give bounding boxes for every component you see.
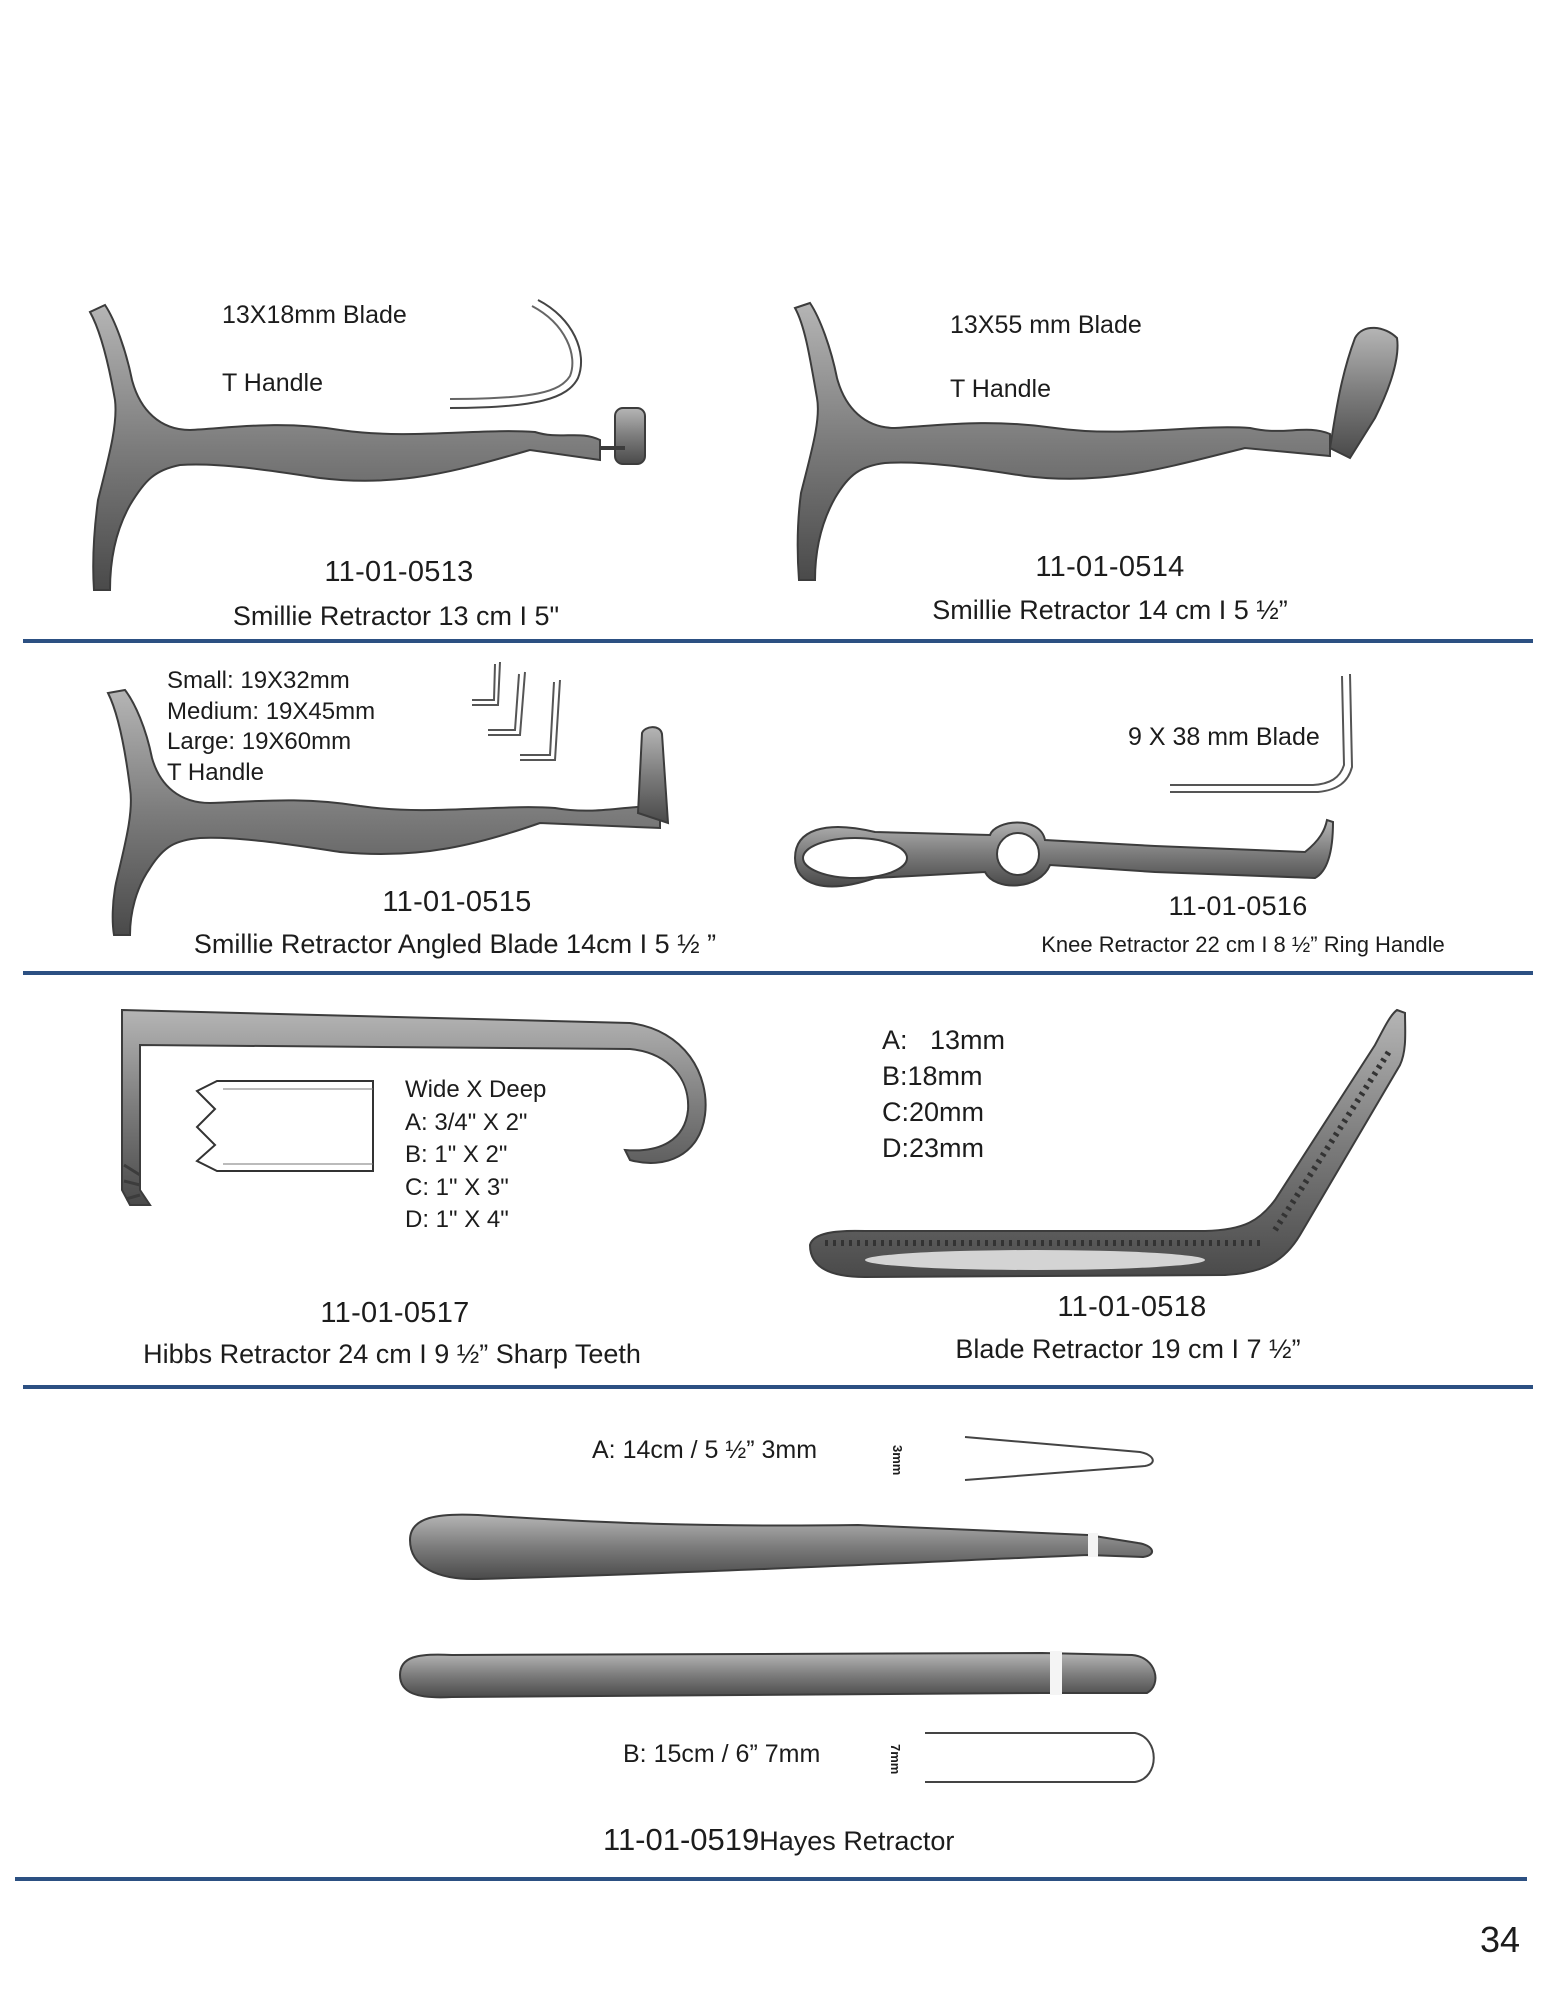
product-name: Hayes Retractor: [759, 1826, 955, 1856]
spec-list: [167, 666, 375, 788]
product-name: Blade Retractor 19 cm I 7 ½”: [955, 1334, 1301, 1364]
spec-line: C: 1" X 3": [405, 1173, 509, 1201]
spec-line: B: 1" X 2": [405, 1141, 508, 1168]
section-divider: [23, 639, 1533, 643]
section-divider: [15, 1877, 1527, 1881]
spec-line: A: 14cm / 5 ½” 3mm: [592, 1436, 818, 1464]
spec-line: B: 15cm / 6” 7mm: [623, 1740, 821, 1768]
product-code: 11-01-0517: [320, 1297, 470, 1329]
spec-line: A: 3/4" X 2": [405, 1108, 528, 1136]
angled-blade-sizes-icon: [470, 660, 570, 770]
spec-line: 13X18mm Blade: [222, 301, 407, 329]
spec-line: Medium: 19X45mm: [167, 697, 376, 725]
spec-line: Large: 19X60mm: [167, 728, 352, 755]
product-code: 11-01-0516: [1168, 891, 1308, 921]
product-code: 11-01-0515: [382, 886, 532, 918]
product-code: 11-01-0518: [1057, 1291, 1207, 1323]
spec-line: T Handle: [950, 375, 1051, 403]
hayes-retractor-a-image: [398, 1505, 1168, 1595]
spec-line: A: 13mm: [882, 1025, 1006, 1055]
spec-line: Small: 19X32mm: [167, 667, 350, 694]
spec-line: T Handle: [222, 369, 323, 397]
dimension-label: 3mm: [890, 1445, 905, 1476]
product-name: Knee Retractor 22 cm I 8 ½” Ring Handle: [1041, 932, 1445, 957]
product-code: 11-01-0519: [603, 1822, 760, 1857]
spec-line: C:20mm: [882, 1097, 985, 1127]
product-name: Smillie Retractor 13 cm I 5": [232, 601, 560, 631]
section-divider: [23, 971, 1533, 975]
spec-list: [882, 1022, 1005, 1166]
tip-profile-3mm-icon: [905, 1432, 1165, 1492]
smillie-retractor-13cm-image: [80, 300, 680, 600]
product-name: Smillie Retractor 14 cm I 5 ½”: [932, 595, 1288, 625]
page-number: 34: [1480, 1919, 1521, 1960]
spec-line: D:23mm: [882, 1133, 985, 1163]
spec-line: 9 X 38 mm Blade: [1128, 723, 1320, 751]
hayes-retractor-b-image: [392, 1635, 1172, 1715]
blade-profile-icon: [448, 298, 588, 413]
product-name: Hibbs Retractor 24 cm I 9 ½” Sharp Teeth: [143, 1339, 641, 1369]
product-code: 11-01-0514: [1035, 551, 1185, 583]
section-divider: [23, 1385, 1533, 1389]
tip-profile-7mm-icon: [905, 1730, 1165, 1790]
spec-line: T Handle: [167, 758, 264, 786]
spec-line: D: 1" X 4": [405, 1206, 509, 1233]
product-code-line: [603, 1822, 954, 1858]
product-code: 11-01-0513: [324, 556, 474, 588]
spec-line: B:18mm: [882, 1061, 983, 1091]
product-name: Smillie Retractor Angled Blade 14cm I 5 ½ ”: [193, 929, 717, 959]
spec-list: [405, 1074, 546, 1237]
spec-line: 13X55 mm Blade: [950, 311, 1142, 339]
dimension-label: 7mm: [888, 1744, 903, 1775]
spec-line: Wide X Deep: [405, 1076, 547, 1103]
blade-outline-icon: [195, 1079, 375, 1174]
smillie-retractor-14cm-image: [785, 298, 1425, 588]
